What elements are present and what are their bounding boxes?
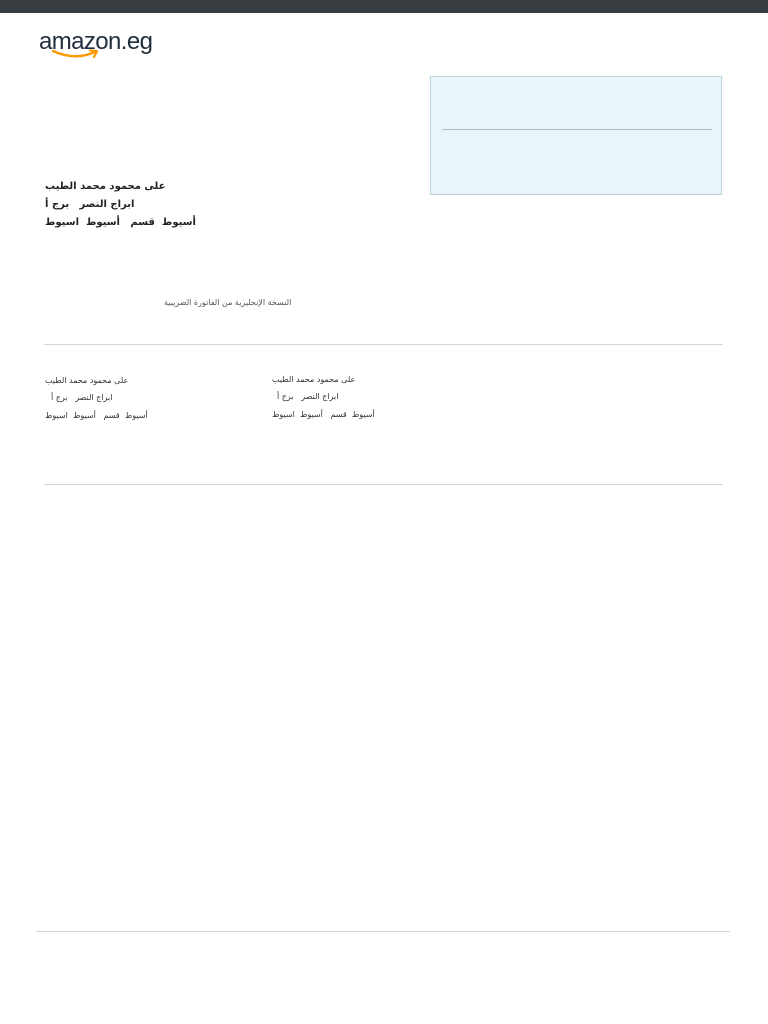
address-column-2-city: أسيوط قسم أسيوط اسيوط xyxy=(272,410,375,419)
address-column-2-street: ابراج النصر برج أ xyxy=(277,392,339,401)
invoice-info-box xyxy=(430,76,722,195)
address-column-1-street: ابراج النصر برج أ xyxy=(51,393,113,402)
logo-text: amazon.eg xyxy=(39,28,153,55)
footer-divider xyxy=(36,931,730,932)
section-divider xyxy=(44,344,723,345)
section-divider-2 xyxy=(44,484,723,485)
address-column-1-name: على محمود محمد الطيب xyxy=(45,376,129,385)
top-bar xyxy=(0,0,768,13)
billing-city: أسيوط قسم أسيوط اسيوط xyxy=(45,217,196,228)
info-box-divider xyxy=(442,129,712,130)
amazon-logo[interactable] xyxy=(39,28,179,64)
billing-street: ابراج النصر برج أ xyxy=(45,199,135,210)
billing-name: على محمود محمد الطيب xyxy=(45,181,166,192)
smile-arrow-icon xyxy=(51,48,101,60)
invoice-english-version-note: النسخة الإنجليزية من الفاتورة الضريبية xyxy=(164,298,292,307)
address-column-2-name: على محمود محمد الطيب xyxy=(272,375,356,384)
address-column-1-city: أسيوط قسم أسيوط اسيوط xyxy=(45,411,148,420)
